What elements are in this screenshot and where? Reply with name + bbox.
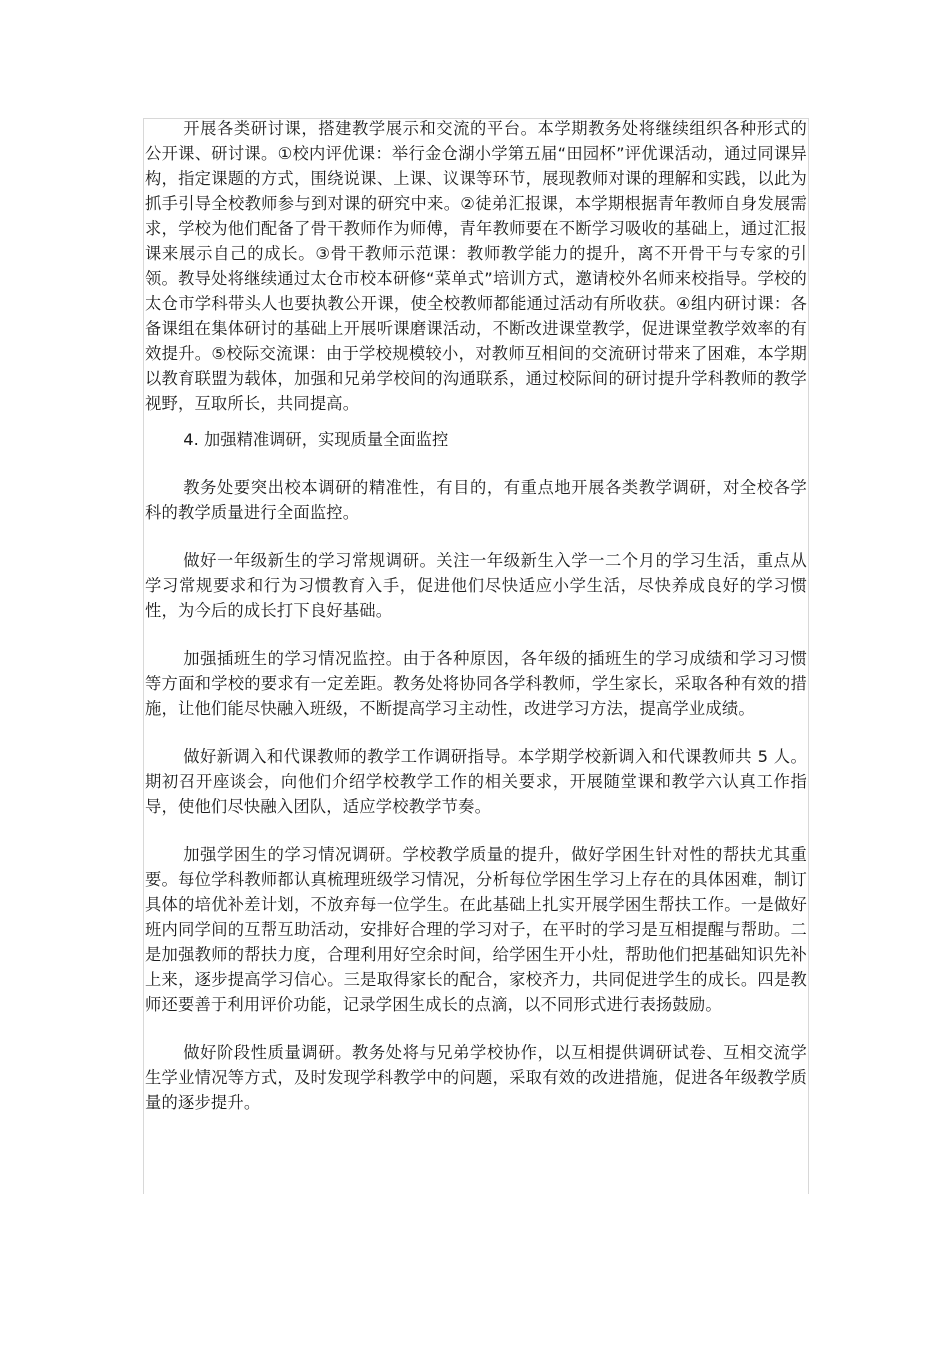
paragraph-transfer-students: 加强插班生的学习情况监控。由于各种原因，各年级的插班生的学习成绩和学习习惯等方面和学校的要求有一定差距。教务处将协同各学科教师，学生家长，采取各种有效的措施，让他们能尽快融入班级，不断提高学习主动性，改进学习方法，提高学业成绩。 <box>145 649 807 718</box>
paragraph-new-teachers: 做好新调入和代课教师的教学工作调研指导。本学期学校新调入和代课教师共 5 人。期初召开座谈会，向他们介绍学校教学工作的相关要求，开展随堂课和教学六认真工作指导，使他们尽快融入团队，适应学校教学节奏。 <box>145 747 807 816</box>
paragraph-precise-research: 教务处要突出校本调研的精准性，有目的，有重点地开展各类教学调研，对全校各学科的教学质量进行全面监控。 <box>145 478 807 522</box>
section-heading-4: 4. 加强精准调研，实现质量全面监控 <box>183 430 449 449</box>
document-body <box>145 116 807 1115</box>
paragraph-first-grade: 做好一年级新生的学习常规调研。关注一年级新生入学一二个月的学习生活，重点从学习常规要求和行为习惯教育入手，促进他们尽快适应小学生活，尽快养成良好的学习惯性，为今后的成长打下良好基础。 <box>145 551 807 620</box>
paragraph-seminar-lessons: 开展各类研讨课，搭建教学展示和交流的平台。本学期教务处将继续组织各种形式的公开课、研讨课。①校内评优课：举行金仓湖小学第五届“田园杯”评优课活动，通过同课异构，指定课题的方式，围绕说课、上课、议课等环节，展现教师对课的理解和实践，以此为抓手引导全校教师参与到对课的研究中来。②徒弟汇报课，本学期根据青年教师自身发展需求，学校为他们配备了骨干教师作为师傅，青年教师要在不断学习吸收的基础上，通过汇报课来展示自己的成长。③骨干教师示范课：教师教学能力的提升，离不开骨干与专家的引领。教导处将继续通过太仓市校本研修“菜单式”培训方式，邀请校外名师来校指导。学校的太仓市学科带头人也要执教公开课，使全校教师都能通过活动有所收获。④组内研讨课：各备课组在集体研讨的基础上开展听课磨课活动，不断改进课堂教学，促进课堂教学效率的有效提升。⑤校际交流课：由于学校规模较小，对教师互相间的交流研讨带来了困难，本学期以教育联盟为载体，加强和兄弟学校间的沟通联系，通过校际间的研讨提升学科教师的教学视野，互取所长，共同提高。 <box>145 119 807 413</box>
paragraph-struggling-students: 加强学困生的学习情况调研。学校教学质量的提升，做好学困生针对性的帮扶尤其重要。每位学科教师都认真梳理班级学习情况，分析每位学困生学习上存在的具体困难，制订具体的培优补差计划，不放弃每一位学生。在此基础上扎实开展学困生帮扶工作。一是做好班内同学间的互帮互助活动，安排好合理的学习对子，在平时的学习是互相提醒与帮助。二是加强教师的帮扶力度，合理利用好空余时间，给学困生开小灶，帮助他们把基础知识先补上来，逐步提高学习信心。三是取得家长的配合，家校齐力，共同促进学生的成长。四是教师还要善于利用评价功能，记录学困生成长的点滴，以不同形式进行表扬鼓励。 <box>145 845 807 1014</box>
paragraph-stage-quality: 做好阶段性质量调研。教务处将与兄弟学校协作，以互相提供调研试卷、互相交流学生学业情况等方式，及时发现学科教学中的问题，采取有效的改进措施，促进各年级教学质量的逐步提升。 <box>145 1043 807 1112</box>
